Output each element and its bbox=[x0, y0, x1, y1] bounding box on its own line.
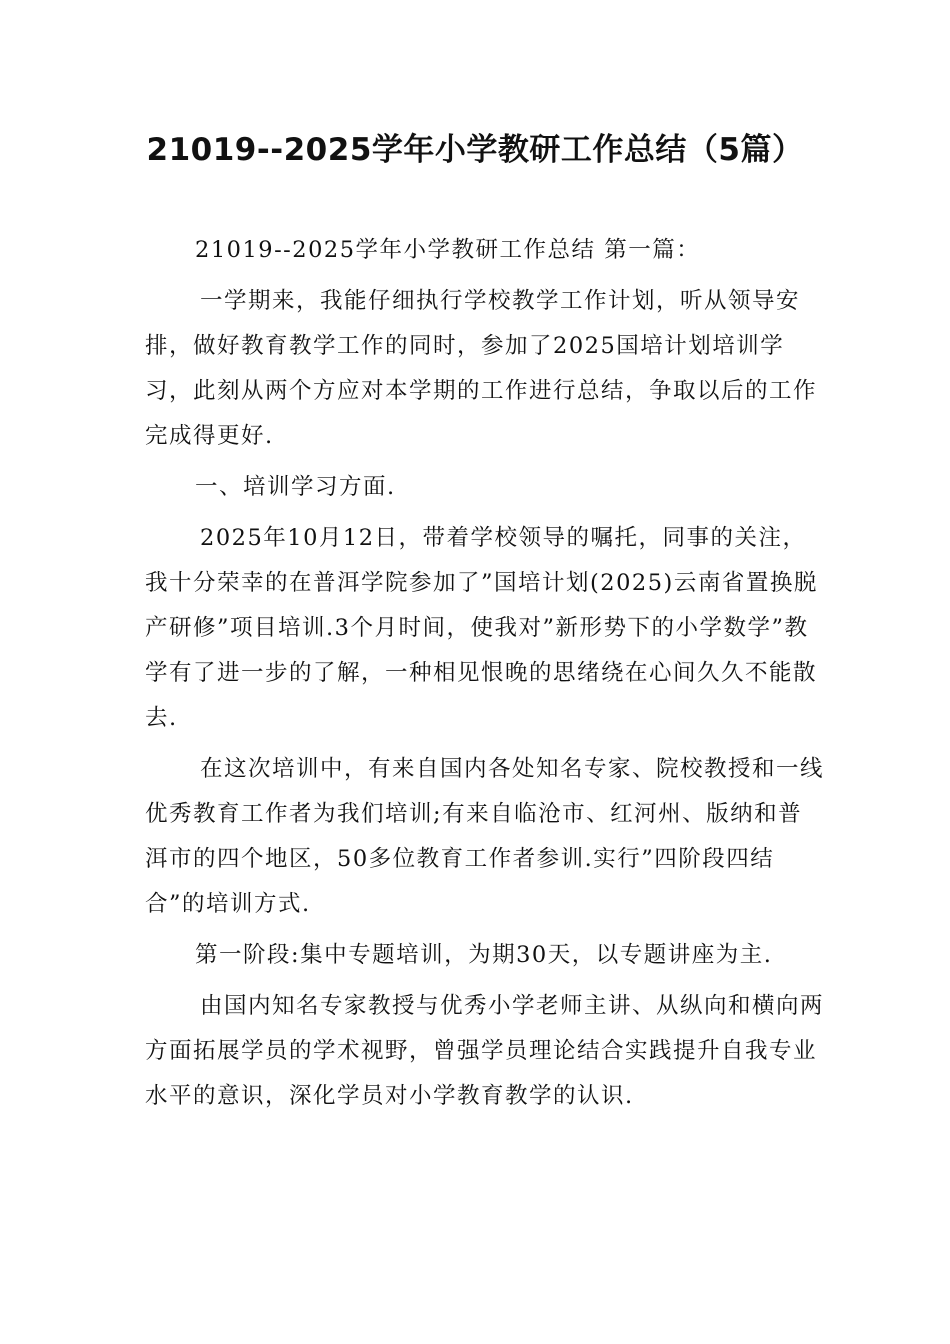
body-paragraph: 2025年10月12日，带着学校领导的嘱托，同事的关注，我十分荣幸的在普洱学院参加了”国培计划(2025)云南省置换脱产研修”项目培训.3个月时间，使我对”新形势下的小学数学”教学有了进一步的了解，一种相见恨晚的思绪绕在心间久久不能散去. bbox=[145, 525, 818, 731]
document-body bbox=[145, 228, 825, 1125]
body-paragraph: 第一阶段:集中专题培训，为期30天，以专题讲座为主. bbox=[195, 942, 773, 968]
body-paragraph: 在这次培训中，有来自国内各处知名专家、院校教授和一线优秀教育工作者为我们培训;有来自临沧市、红河州、版纳和普洱市的四个地区，50多位教育工作者参训.实行”四阶段四结合”的培训方式. bbox=[145, 756, 825, 917]
section-subheading: 一、培训学习方面. bbox=[195, 474, 396, 500]
section-heading: 21019--2025学年小学教研工作总结 第一篇： bbox=[195, 237, 701, 263]
document-title: 21019--2025学年小学教研工作总结（5篇） bbox=[146, 132, 804, 168]
body-paragraph: 一学期来，我能仔细执行学校教学工作计划，听从领导安排，做好教育教学工作的同时，参加了2025国培计划培训学习，此刻从两个方应对本学期的工作进行总结，争取以后的工作完成得更好. bbox=[145, 288, 818, 449]
body-paragraph: 由国内知名专家教授与优秀小学老师主讲、从纵向和横向两方面拓展学员的学术视野，曾强学员理论结合实践提升自我专业水平的意识，深化学员对小学教育教学的认识. bbox=[145, 993, 825, 1109]
